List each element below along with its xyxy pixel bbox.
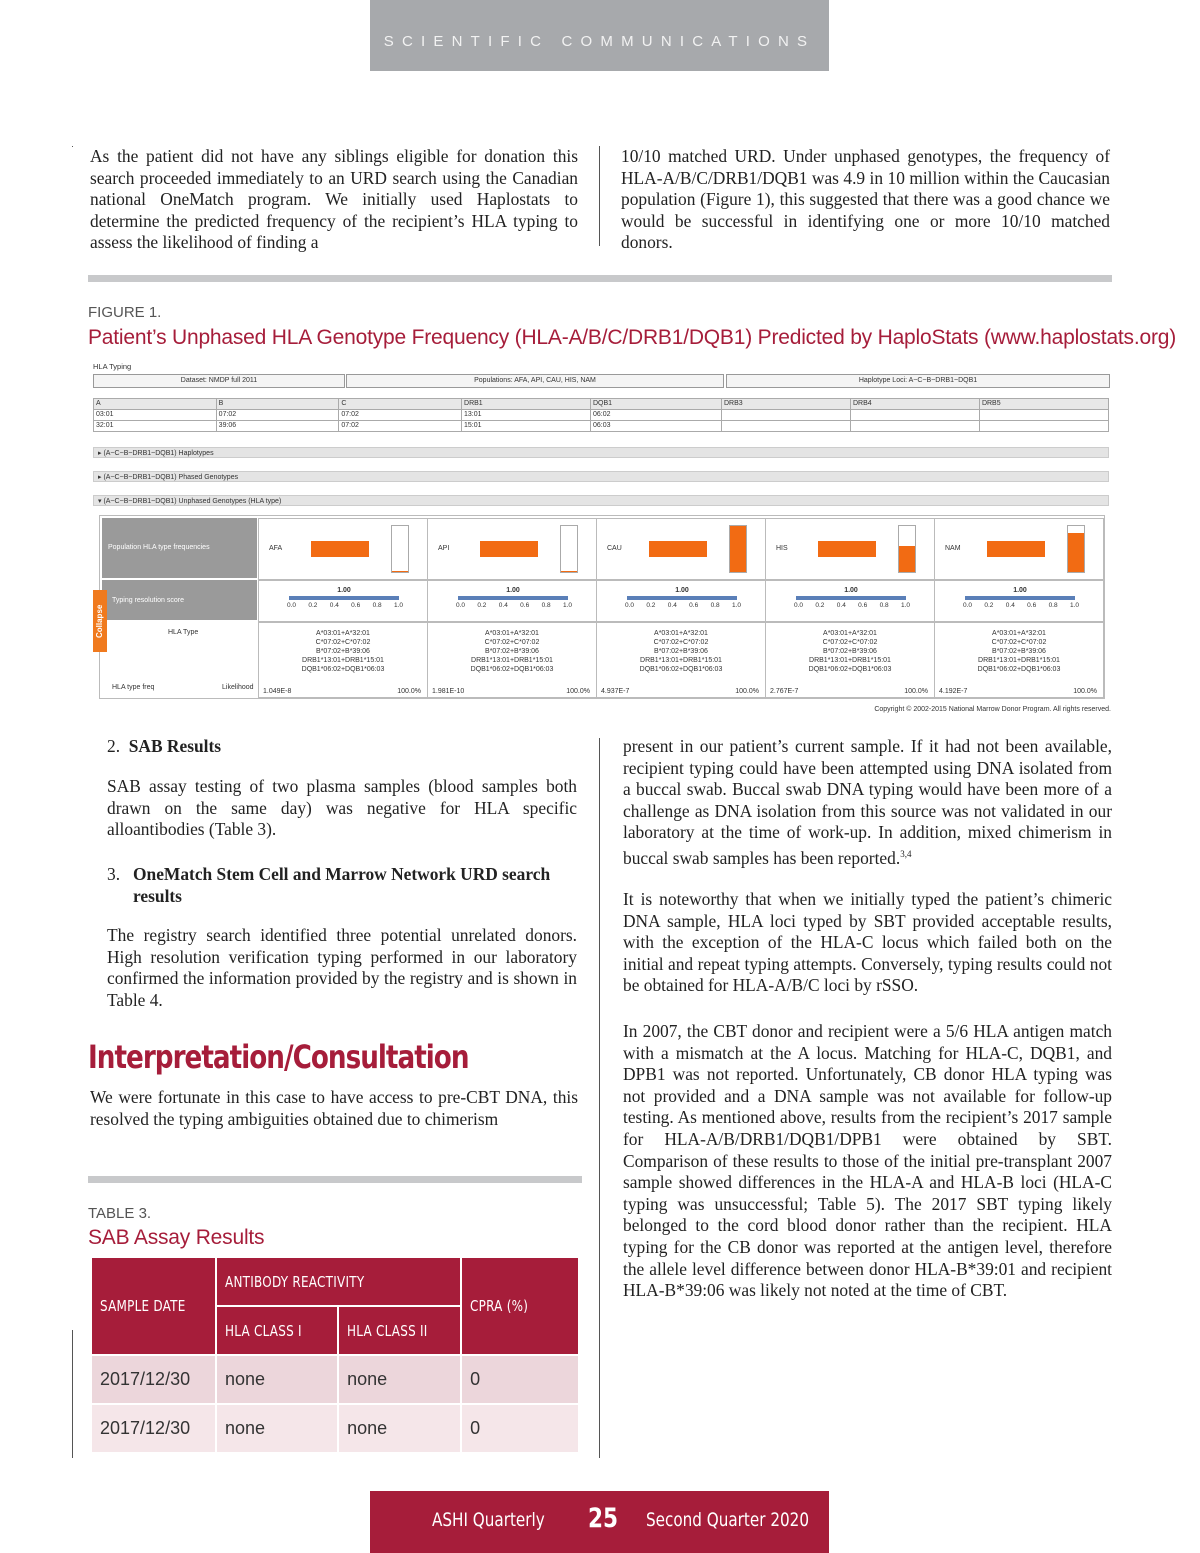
typing-row — [94, 410, 1109, 421]
typing-header: B — [216, 399, 339, 410]
genotype-cell-afa — [258, 622, 428, 698]
genotype-frequency: 1.981E-10 — [432, 688, 465, 695]
genotype-line: A*03:01+A*32:01 — [316, 630, 370, 637]
score-cell-api — [427, 580, 597, 622]
score-scale — [625, 602, 741, 609]
right-paragraph-3: In 2007, the CBT donor and recipient were a 5/6 HLA antigen match with a mismatch at the A locus. Matching for HLA-C, DQB1, and DPB1 was not reported. Unfortunately, CB donor HLA typing was not provided and a DNA sample was not available for follow-up testing. As mentioned above, results from the recipient’s 2017 sample for HLA-A/B/DRB1/DQB1/DPB1 were obtained by SBT. Comparison of these results to those of the initial pre-transplant 2007 sample showed differences in the HLA-A and HLA-B loci (HLA-C typing was unsuccessful; Table 5). The 2017 SBT typing likely belonged to the cord blood donor rather than the recipient. HLA typing for the CB donor was reported at the antigen level, therefore the allele level difference between donor HLA-B*39:01 and recipient HLA-B*39:06 was likely not noted at the time of CBT. — [623, 1021, 1112, 1301]
scale-tick: 0.4 — [498, 602, 508, 609]
interpretation-text: We were fortunate in this case to have access to pre-CBT DNA, this resolved the typing ambiguities obtained due to chimerism — [90, 1087, 578, 1129]
figure-label: FIGURE 1. — [88, 304, 162, 321]
genotype-line: A*03:01+A*32:01 — [823, 630, 877, 637]
genotype-line: B*07:02+B*39:06 — [316, 648, 370, 655]
genotype-likelihood: 100.0% — [566, 688, 590, 695]
cell-cpra: 0 — [461, 1355, 579, 1404]
table-top-rule — [88, 1176, 582, 1183]
genotype-line: DQB1*06:02+DQB1*06:03 — [301, 666, 385, 673]
frequency-gauge — [898, 525, 916, 573]
left-margin-line — [72, 1330, 73, 1458]
score-cell-his — [765, 580, 935, 622]
scale-tick: 0.0 — [963, 602, 973, 609]
section-label: (A~C~B~DRB1~DQB1) Phased Genotypes — [103, 474, 239, 481]
scale-tick: 0.8 — [879, 602, 889, 609]
scale-tick: 0.4 — [667, 602, 677, 609]
page-footer — [370, 1491, 829, 1553]
genotype-line: B*07:02+B*39:06 — [485, 648, 539, 655]
genotype-line: A*03:01+A*32:01 — [992, 630, 1046, 637]
col-sample-date: SAMPLE DATE — [91, 1257, 216, 1355]
population-name: HIS — [776, 545, 788, 552]
genotype-likelihood: 100.0% — [397, 688, 421, 695]
scale-tick: 1.0 — [562, 602, 572, 609]
typing-header: DRB3 — [722, 399, 851, 410]
genotype-frequency: 4.937E-7 — [601, 688, 630, 695]
typing-header: DRB4 — [850, 399, 979, 410]
cell-class-1: none — [216, 1355, 338, 1404]
scale-tick: 0.2 — [984, 602, 994, 609]
scale-tick: 1.0 — [393, 602, 403, 609]
genotype-line: DRB1*13:01+DRB1*15:01 — [302, 657, 384, 664]
resolution-score: 1.00 — [506, 587, 520, 594]
frequency-bar — [649, 541, 707, 557]
scale-tick: 1.0 — [731, 602, 741, 609]
column-divider-top — [72, 146, 73, 147]
typing-cell: 07:02 — [339, 421, 462, 432]
genotype-line: B*07:02+B*39:06 — [654, 648, 708, 655]
frequency-gauge-fill — [730, 526, 746, 572]
phased-section-bar[interactable]: ▸ (A~C~B~DRB1~DQB1) Phased Genotypes — [93, 471, 1109, 482]
frequency-bar — [818, 541, 876, 557]
score-scale — [287, 602, 403, 609]
typing-header: A — [94, 399, 217, 410]
hla-type-label: HLA Type — [168, 629, 199, 636]
typing-cell: 07:02 — [216, 410, 339, 421]
right-paragraph-2: It is noteworthy that when we initially typed the patient’s chimeric DNA sample, HLA loci typed by SBT provided acceptable results, with the exception of the HLA-C locus which failed both on the initial and repeat typing attempts. Conversely, typing results could not be obtained for HLA-A/B/C loci by rSSO. — [623, 889, 1112, 996]
genotype-line: A*03:01+A*32:01 — [654, 630, 708, 637]
loci-box: Haplotype Loci: A~C~B~DRB1~DQB1 — [726, 374, 1110, 388]
frequency-gauge-fill — [392, 571, 408, 572]
scale-tick: 1.0 — [1069, 602, 1079, 609]
intro-left-paragraph: As the patient did not have any siblings eligible for donation this search proceeded immediately to an URD search using the Canadian national OneMatch program. We initially used Haplostats to determine the predicted frequency of the recipient’s HLA typing to assess the likelihood of finding a — [90, 146, 578, 253]
scale-tick: 0.2 — [646, 602, 656, 609]
freq-cell-his — [765, 518, 935, 580]
onematch-text: The registry search identified three potential unrelated donors. High resolution verification typing performed in our laboratory confirmed the information provided by the registry and is shown in Table 4. — [107, 925, 577, 1010]
scale-tick: 0.0 — [287, 602, 297, 609]
right-paragraph-1: present in our patient’s current sample. If it had not been available, recipient typing could have been attempted using DNA isolated from a buccal swab. Buccal swab DNA typing would have been more of a challenge as DNA isolation from this source was not validated in our laboratory at the time of work-up. In addition, mixed chimerism in buccal swab samples has been reported.$^{3,4}$ — [623, 736, 1112, 868]
populations-box: Populations: AFA, API, CAU, HIS, NAM — [346, 374, 724, 388]
typing-cell — [850, 410, 979, 421]
genotype-line: C*07:02+C*07:02 — [484, 639, 540, 646]
section-label: (A~C~B~DRB1~DQB1) Unphased Genotypes (HLA type) — [103, 498, 282, 505]
typing-table — [93, 398, 1109, 432]
frequency-gauge-fill — [1068, 533, 1084, 572]
genotype-frequency: 1.049E-8 — [263, 688, 292, 695]
scale-tick: 0.8 — [710, 602, 720, 609]
genotype-line: B*07:02+B*39:06 — [823, 648, 877, 655]
genotype-line: DQB1*06:02+DQB1*06:03 — [470, 666, 554, 673]
hla-genotype — [428, 629, 596, 674]
genotype-cell-nam — [934, 622, 1104, 698]
scale-tick: 0.6 — [351, 602, 361, 609]
col-cpra: CPRA (%) — [461, 1257, 579, 1355]
genotype-line: DQB1*06:02+DQB1*06:03 — [808, 666, 892, 673]
typing-cell: 06:02 — [590, 410, 721, 421]
population-name: CAU — [607, 545, 622, 552]
genotype-line: C*07:02+C*07:02 — [991, 639, 1047, 646]
scale-tick: 0.6 — [689, 602, 699, 609]
scale-tick: 0.2 — [815, 602, 825, 609]
genotype-frequency: 4.192E-7 — [939, 688, 968, 695]
score-scale — [794, 602, 910, 609]
intro-right-paragraph: 10/10 matched URD. Under unphased genotypes, the frequency of HLA-A/B/C/DRB1/DQB1 was 4.9 in 10 million within the Caucasian population (Figure 1), this suggested that there was a good chance we would be successful in identifying one or more 10/10 matched donors. — [621, 146, 1110, 253]
scale-tick: 0.8 — [372, 602, 382, 609]
haplotypes-section-bar[interactable]: ▸ (A~C~B~DRB1~DQB1) Haplotypes — [93, 447, 1109, 458]
typing-row — [94, 421, 1109, 432]
table3-label: TABLE 3. — [88, 1205, 152, 1222]
hla-genotype — [259, 629, 427, 674]
score-cell-afa — [258, 580, 428, 622]
typing-cell: 15:01 — [462, 421, 591, 432]
genotype-line: C*07:02+C*07:02 — [822, 639, 878, 646]
table-row — [91, 1355, 579, 1404]
hla-genotype — [597, 629, 765, 674]
resolution-bar — [289, 596, 399, 600]
scale-tick: 0.4 — [329, 602, 339, 609]
cell-class-2: none — [338, 1355, 461, 1404]
copyright-notice: Copyright © 2002-2015 National Marrow Donor Program. All rights reserved. — [874, 706, 1111, 713]
table-row — [91, 1404, 579, 1453]
population-name: AFA — [269, 545, 283, 552]
unphased-panel — [99, 515, 1105, 699]
frequency-gauge — [1067, 525, 1085, 573]
freq-cell-afa — [258, 518, 428, 580]
typing-header: DRB1 — [462, 399, 591, 410]
resolution-score: 1.00 — [337, 587, 351, 594]
hla-type-freq-label: HLA type freq — [112, 684, 155, 691]
frequency-gauge — [729, 525, 747, 573]
genotype-likelihood: 100.0% — [1073, 688, 1097, 695]
resolution-score: 1.00 — [1013, 587, 1027, 594]
table3-header-row — [91, 1257, 579, 1306]
likelihood-label: Likelihood — [222, 684, 254, 691]
score-scale — [456, 602, 572, 609]
cell-date: 2017/12/30 — [91, 1404, 216, 1453]
cell-date: 2017/12/30 — [91, 1355, 216, 1404]
frequency-gauge — [391, 525, 409, 573]
freq-cell-cau — [596, 518, 766, 580]
scale-tick: 0.4 — [1005, 602, 1015, 609]
figure-title: Patient’s Unphased HLA Genotype Frequency (HLA-A/B/C/DRB1/DQB1) Predicted by HaploStats (www.haplostats.org) — [88, 326, 1177, 349]
frequency-bar — [311, 541, 369, 557]
scale-tick: 0.6 — [520, 602, 530, 609]
column-divider-lower — [599, 738, 600, 1458]
resolution-bar — [627, 596, 737, 600]
score-row-label: Typing resolution score — [102, 580, 257, 620]
typing-header: DQB1 — [590, 399, 721, 410]
typing-header: C — [339, 399, 462, 410]
typing-cell — [979, 410, 1108, 421]
population-name: API — [438, 545, 450, 552]
typing-cell — [722, 421, 851, 432]
frequency-gauge-fill — [899, 546, 915, 572]
table3-title: SAB Assay Results — [88, 1226, 265, 1249]
freq-row-label: Population HLA type frequencies — [102, 518, 257, 578]
frequency-bar — [480, 541, 538, 557]
resolution-bar — [965, 596, 1075, 600]
scale-tick: 0.8 — [1048, 602, 1058, 609]
genotype-cell-cau — [596, 622, 766, 698]
collapse-button[interactable]: Collapse — [93, 590, 107, 652]
genotype-frequency: 2.767E-7 — [770, 688, 799, 695]
genotype-line: C*07:02+C*07:02 — [315, 639, 371, 646]
typing-cell: 13:01 — [462, 410, 591, 421]
score-scale — [963, 602, 1079, 609]
scale-tick: 0.0 — [794, 602, 804, 609]
typing-cell: 39:06 — [216, 421, 339, 432]
cell-cpra: 0 — [461, 1404, 579, 1453]
population-name: NAM — [945, 545, 961, 552]
col-hla-class-1: HLA CLASS I — [216, 1306, 338, 1355]
column-divider — [599, 146, 600, 246]
scale-tick: 0.6 — [858, 602, 868, 609]
frequency-bar — [987, 541, 1045, 557]
col-hla-class-2: HLA CLASS II — [338, 1306, 461, 1355]
genotype-likelihood: 100.0% — [735, 688, 759, 695]
section-header: SCIENTIFIC COMMUNICATIONS — [370, 0, 829, 71]
section-label: (A~C~B~DRB1~DQB1) Haplotypes — [103, 450, 214, 457]
hla-typing-heading: HLA Typing — [93, 362, 132, 371]
sab-results-text: SAB assay testing of two plasma samples (blood samples both drawn on the same day) was negative for HLA specific alloantibodies (Table 3). — [107, 776, 577, 840]
typing-cell: 07:02 — [339, 410, 462, 421]
haplostats-screenshot — [93, 362, 1111, 718]
typing-cell — [722, 410, 851, 421]
genotype-line: DRB1*13:01+DRB1*15:01 — [978, 657, 1060, 664]
genotype-line: C*07:02+C*07:02 — [653, 639, 709, 646]
genotype-line: DRB1*13:01+DRB1*15:01 — [471, 657, 553, 664]
scale-tick: 0.2 — [308, 602, 318, 609]
issue-date: Second Quarter 2020 — [646, 1509, 810, 1531]
genotype-likelihood: 100.0% — [904, 688, 928, 695]
sab-results-heading: 2. SAB Results — [107, 736, 222, 756]
score-cell-nam — [934, 580, 1104, 622]
cell-class-2: none — [338, 1404, 461, 1453]
hla-genotype — [766, 629, 934, 674]
scale-tick: 0.2 — [477, 602, 487, 609]
scale-tick: 0.8 — [541, 602, 551, 609]
typing-header: DRB5 — [979, 399, 1108, 410]
page-number: 25 — [588, 1503, 619, 1534]
freq-cell-nam — [934, 518, 1104, 580]
typing-cell — [979, 421, 1108, 432]
scale-tick: 1.0 — [900, 602, 910, 609]
genotype-line: DRB1*13:01+DRB1*15:01 — [809, 657, 891, 664]
scale-tick: 0.0 — [625, 602, 635, 609]
unphased-section-bar[interactable]: ▾ (A~C~B~DRB1~DQB1) Unphased Genotypes (HLA type) — [93, 495, 1109, 506]
hla-genotype — [935, 629, 1103, 674]
resolution-score: 1.00 — [844, 587, 858, 594]
onematch-heading: 3. OneMatch Stem Cell and Marrow Network URD search results — [107, 864, 551, 906]
genotype-line: DQB1*06:02+DQB1*06:03 — [977, 666, 1061, 673]
typing-cell: 32:01 — [94, 421, 217, 432]
journal-name: ASHI Quarterly — [432, 1509, 545, 1531]
typing-cell: 03:01 — [94, 410, 217, 421]
resolution-bar — [796, 596, 906, 600]
typing-header-row — [94, 399, 1109, 410]
figure-top-rule — [88, 275, 1112, 282]
scale-tick: 0.6 — [1027, 602, 1037, 609]
interpretation-heading: Interpretation/Consultation — [88, 1038, 469, 1076]
resolution-bar — [458, 596, 568, 600]
frequency-gauge-fill — [561, 571, 577, 572]
typing-cell — [850, 421, 979, 432]
genotype-line: DRB1*13:01+DRB1*15:01 — [640, 657, 722, 664]
resolution-score: 1.00 — [675, 587, 689, 594]
score-cell-cau — [596, 580, 766, 622]
genotype-line: DQB1*06:02+DQB1*06:03 — [639, 666, 723, 673]
dataset-box: Dataset: NMDP full 2011 — [93, 374, 345, 388]
typing-cell: 06:03 — [590, 421, 721, 432]
genotype-cell-his — [765, 622, 935, 698]
genotype-cell-api — [427, 622, 597, 698]
genotype-line: A*03:01+A*32:01 — [485, 630, 539, 637]
reference-superscript: 3,4 — [900, 848, 912, 859]
sab-assay-table — [90, 1256, 580, 1454]
scale-tick: 0.0 — [456, 602, 466, 609]
genotype-line: B*07:02+B*39:06 — [992, 648, 1046, 655]
scale-tick: 0.4 — [836, 602, 846, 609]
cell-class-1: none — [216, 1404, 338, 1453]
col-antibody-reactivity: ANTIBODY REACTIVITY — [216, 1257, 461, 1306]
frequency-gauge — [560, 525, 578, 573]
freq-cell-api — [427, 518, 597, 580]
